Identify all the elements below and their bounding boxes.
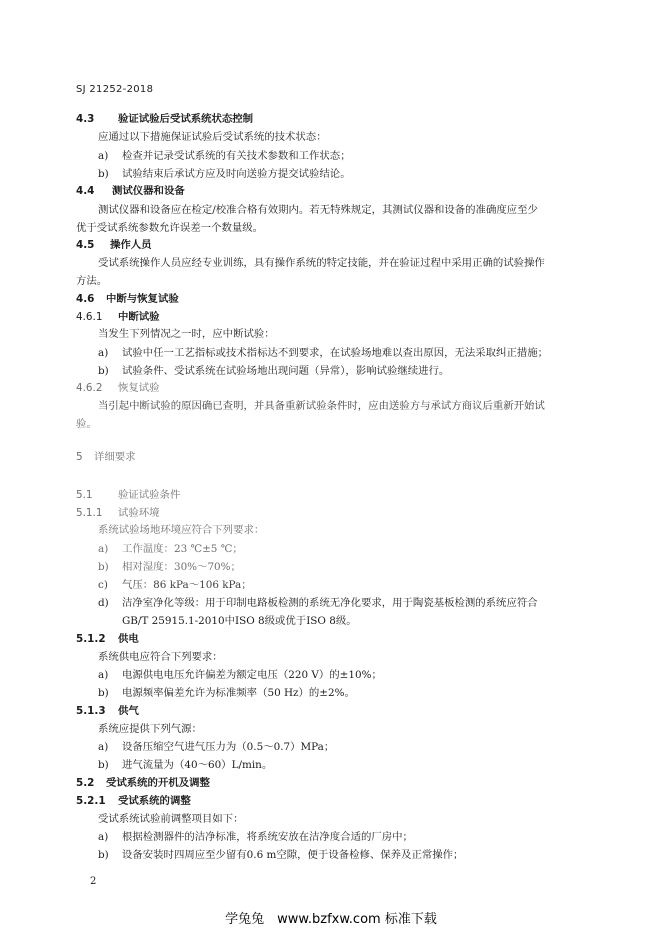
section-5-2-title: 受试系统的开机及调整 xyxy=(106,777,210,789)
section-5-1-2-intro: 系统供电应符合下列要求： xyxy=(98,651,223,663)
list-item: 试验条件、受试系统在试验场地出现问题（异常），影响试验继续进行。 xyxy=(122,365,450,377)
list-item: 电源频率偏差允许为标准频率（50 Hz）的±2%。 xyxy=(122,687,355,699)
list-item: 设备压缩空气进气压力为（0.5～0.7）MPa； xyxy=(122,741,335,753)
list-item: 洁净室净化等级：用于印制电路板检测的系统无净化要求，用于陶瓷基板检测的系统应符合 xyxy=(122,597,538,609)
section-4-5-number: 4.5 xyxy=(76,239,95,251)
section-5-number: 5 xyxy=(76,451,83,463)
list-label: b) xyxy=(98,849,109,861)
list-item: 根据检测器件的洁净标准，将系统安放在洁净度合适的厂房中； xyxy=(122,831,413,843)
section-5-1-1-intro: 系统试验场地环境应符合下列要求： xyxy=(98,524,265,536)
section-4-6-number: 4.6 xyxy=(76,293,95,305)
section-5-1-2-title: 供电 xyxy=(118,633,139,645)
section-4-5-text: 受试系统操作人员应经专业训练，具有操作系统的特定技能，并在验证过程中采用正确的试验操作 xyxy=(98,257,545,269)
section-4-6-2-number: 4.6.2 xyxy=(76,382,103,394)
section-4-3-intro: 应通过以下措施保证试验后受试系统的技术状态： xyxy=(98,131,327,143)
section-5-2-1-title: 受试系统的调整 xyxy=(118,795,191,807)
section-5-1-1-title: 试验环境 xyxy=(118,507,160,519)
section-5-1-title: 验证试验条件 xyxy=(118,489,181,501)
standard-number: SJ 21252-2018 xyxy=(76,84,154,95)
section-4-4-text-cont: 优于受试系统参数允许误差一个数量级。 xyxy=(76,222,264,234)
section-5-1-3-intro: 系统应提供下列气源： xyxy=(98,723,202,735)
list-label: b) xyxy=(98,561,109,573)
list-item: 检查并记录受试系统的有关技术参数和工作状态； xyxy=(122,150,351,162)
section-4-6-2-text-cont: 验。 xyxy=(76,418,97,430)
list-item: 气压：86 kPa～106 kPa； xyxy=(122,579,252,591)
section-5-1-2-number: 5.1.2 xyxy=(76,633,106,645)
section-4-4-text: 测试仪器和设备应在检定/校准合格有效期内。若无特殊规定，其测试仪器和设备的准确度应至少 xyxy=(98,204,538,216)
section-5-2-number: 5.2 xyxy=(76,777,95,789)
page-number: 2 xyxy=(90,876,97,887)
section-5-1-number: 5.1 xyxy=(76,489,93,501)
list-item: 相对湿度：30%～70%； xyxy=(122,561,241,573)
section-4-4-title: 测试仪器和设备 xyxy=(112,185,185,197)
footer-watermark: 学兔兔 www.bzfxw.com 标准下载 xyxy=(225,912,437,927)
list-label: d) xyxy=(98,597,109,609)
section-5-1-3-number: 5.1.3 xyxy=(76,705,106,717)
section-5-title: 详细要求 xyxy=(94,451,136,463)
list-label: b) xyxy=(98,168,109,180)
list-item: 设备安装时四周应至少留有0.6 m空隙，便于设备检修、保养及正常操作； xyxy=(122,849,464,861)
list-label: b) xyxy=(98,365,109,377)
list-item: 电源供电电压允许偏差为额定电压（220 V）的±10%； xyxy=(122,669,382,681)
section-5-1-3-title: 供气 xyxy=(118,705,139,717)
list-label: a) xyxy=(98,831,109,843)
list-item: 试验结束后承试方应及时向送验方提交试验结论。 xyxy=(122,168,351,180)
section-4-5-text-cont: 方法。 xyxy=(76,275,108,287)
list-label: b) xyxy=(98,687,109,699)
list-item-cont: GB/T 25915.1-2010中ISO 8级或优于ISO 8级。 xyxy=(122,615,357,627)
section-4-6-1-number: 4.6.1 xyxy=(76,311,103,323)
list-label: b) xyxy=(98,759,109,771)
section-5-1-1-number: 5.1.1 xyxy=(76,507,103,519)
section-4-3-title: 验证试验后受试系统状态控制 xyxy=(118,113,254,125)
list-label: a) xyxy=(98,741,109,753)
section-4-6-2-text: 当引起中断试验的原因确已查明，并具备重新试验条件时，应由送验方与承试方商议后重新开始试 xyxy=(98,400,545,412)
list-item: 工作温度：23 ℃±5 ℃； xyxy=(122,543,243,555)
section-4-6-1-title: 中断试验 xyxy=(118,311,160,323)
section-4-3-number: 4.3 xyxy=(76,113,95,125)
section-4-6-2-title: 恢复试验 xyxy=(118,382,160,394)
section-4-4-number: 4.4 xyxy=(76,185,95,197)
list-label: a) xyxy=(98,669,109,681)
section-4-5-title: 操作人员 xyxy=(110,239,152,251)
section-5-2-1-number: 5.2.1 xyxy=(76,795,106,807)
section-5-2-1-intro: 受试系统试验前调整项目如下： xyxy=(98,813,244,825)
list-label: a) xyxy=(98,347,109,359)
section-4-6-1-intro: 当发生下列情况之一时，应中断试验： xyxy=(98,328,275,340)
list-label: a) xyxy=(98,543,109,555)
list-item: 试验中任一工艺指标或技术指标达不到要求，在试验场地难以查出原因，无法采取纠正措施； xyxy=(122,347,549,359)
section-4-6-title: 中断与恢复试验 xyxy=(106,293,179,305)
list-item: 进气流量为（40～60）L/min。 xyxy=(122,759,273,771)
list-label: c) xyxy=(98,579,108,591)
list-label: a) xyxy=(98,150,109,162)
